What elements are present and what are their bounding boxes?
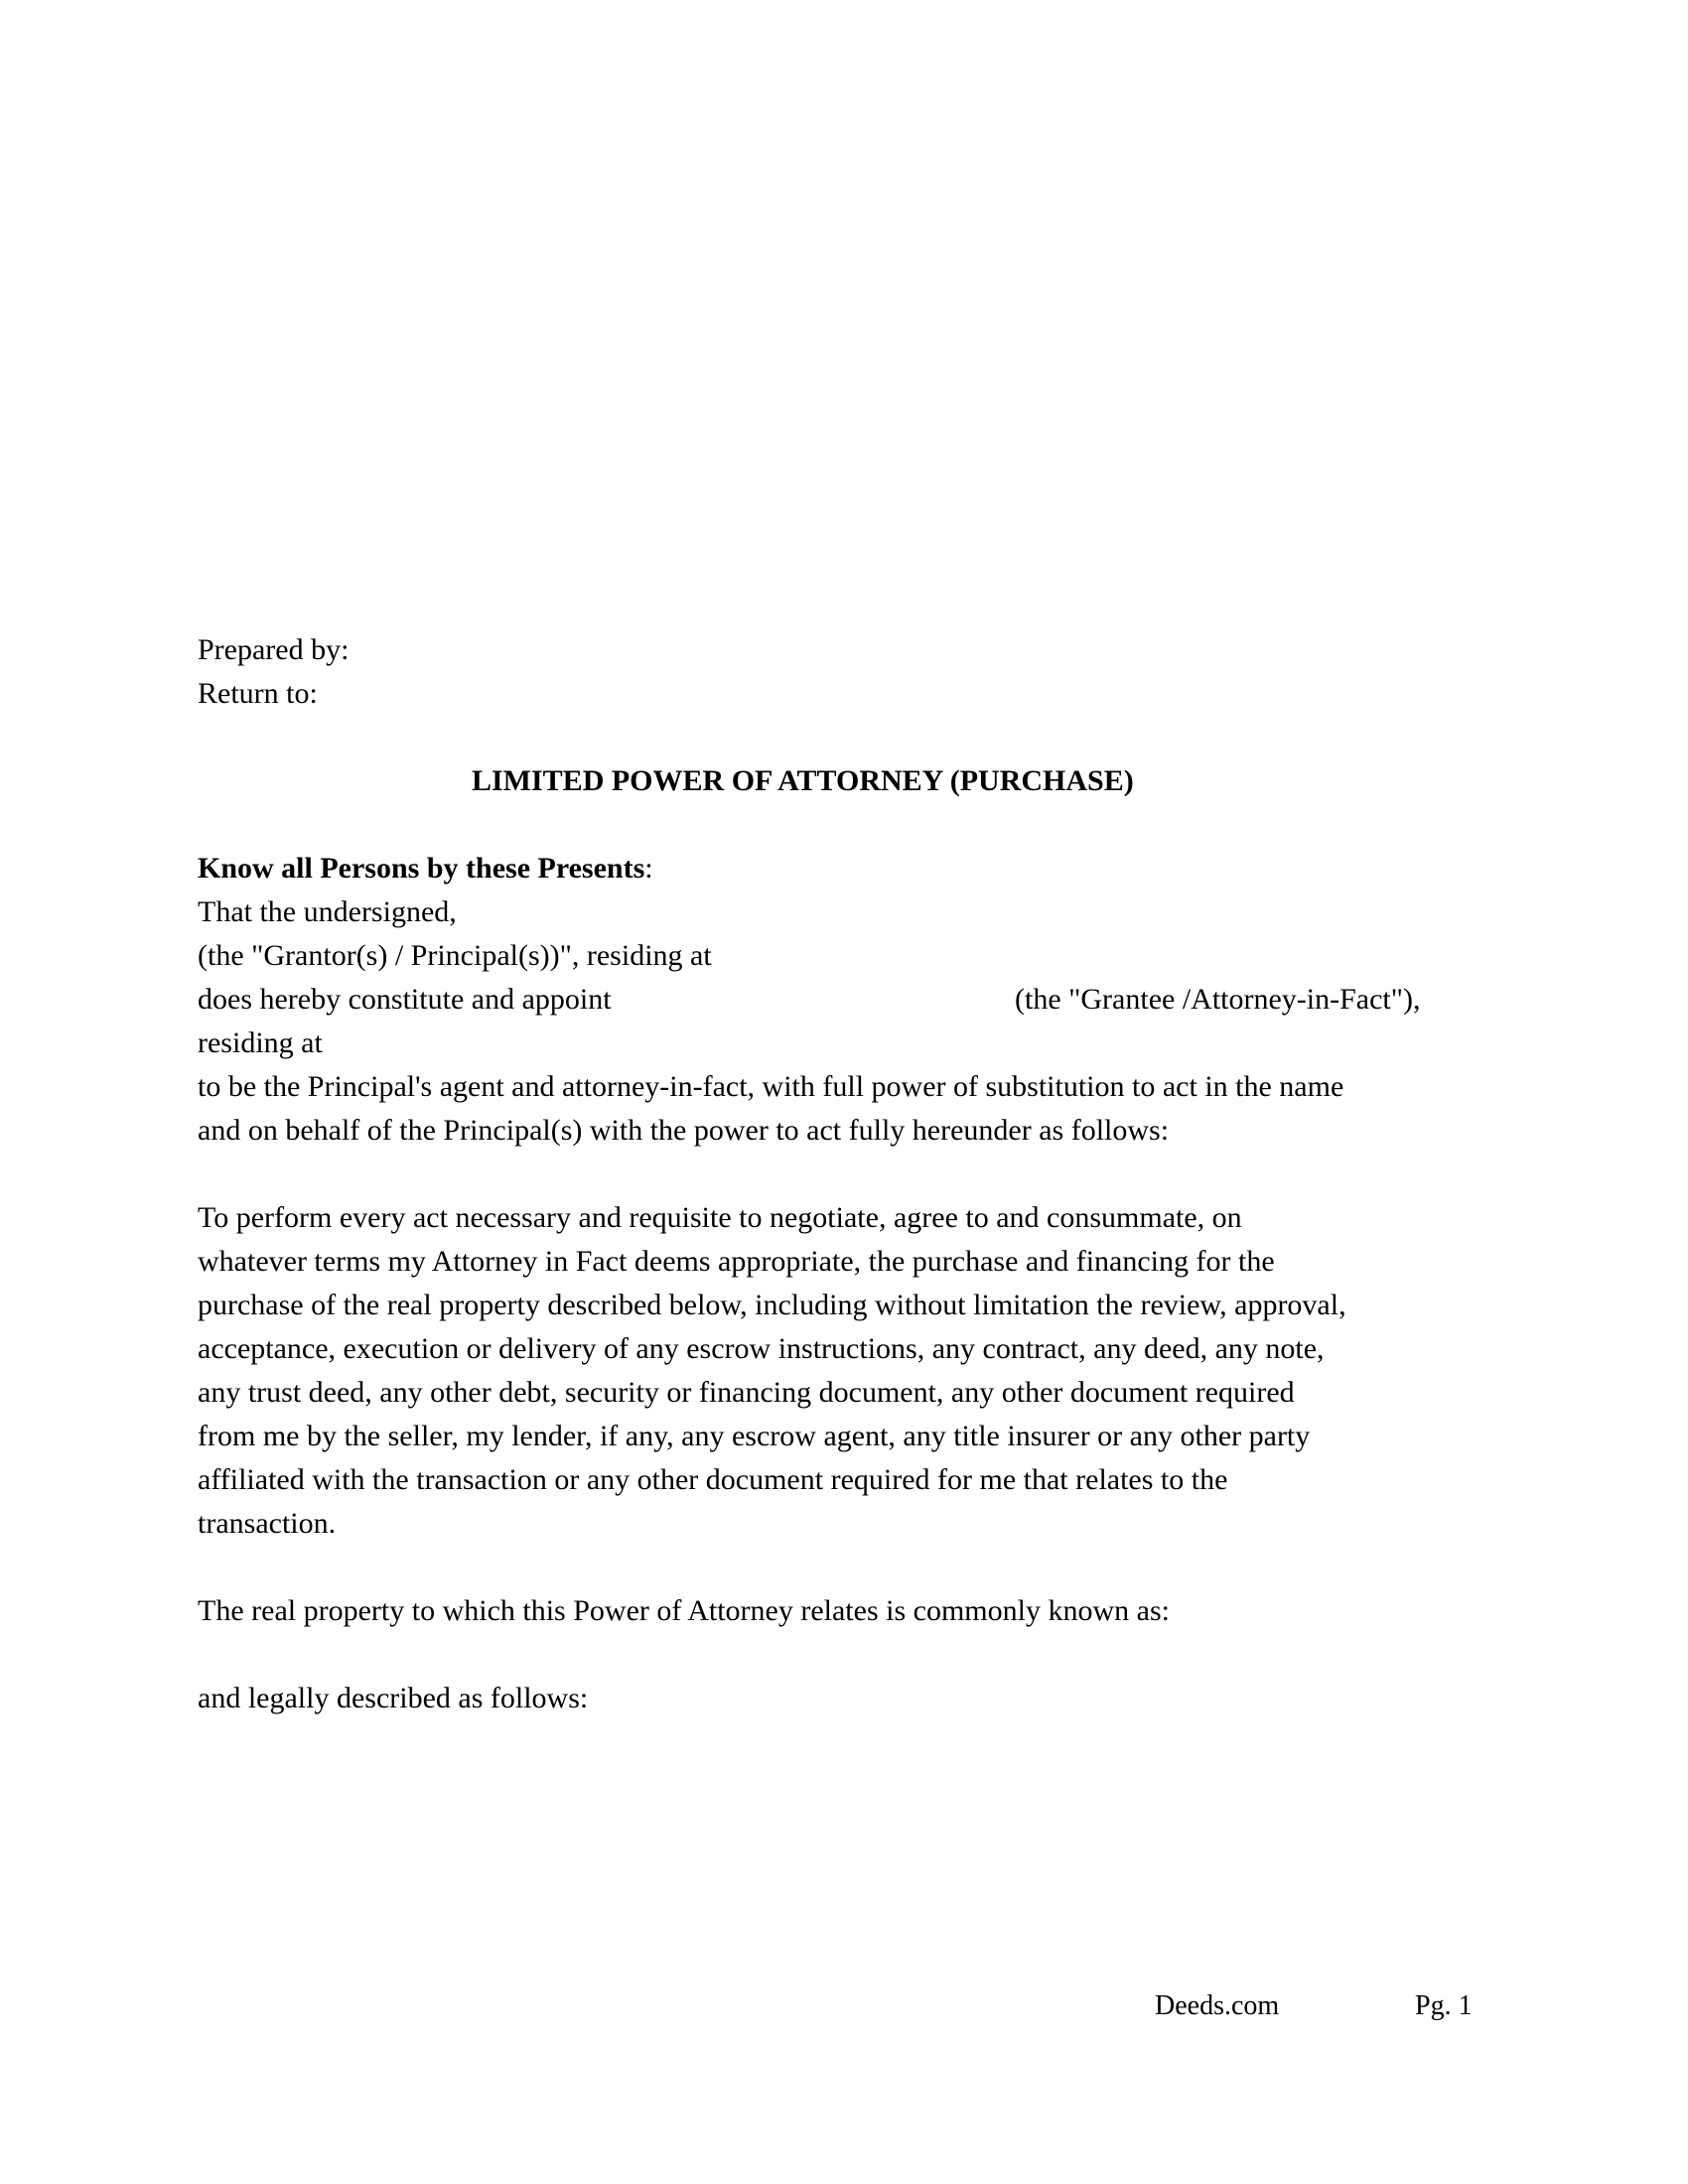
grantee-label: (the "Grantee /Attorney-in-Fact"),: [1015, 983, 1421, 1016]
powers-line-1: To perform every act necessary and requisite to negotiate, agree to and consummate, on: [198, 1201, 1242, 1234]
powers-line-5: any trust deed, any other debt, security or financing document, any other document required: [198, 1376, 1295, 1409]
footer-site: Deeds.com: [1155, 1990, 1280, 2021]
residing-at-line: residing at: [198, 1026, 323, 1059]
footer-page-number: Pg. 1: [1415, 1990, 1473, 2021]
commonly-known-line: The real property to which this Power of Attorney relates is commonly known as:: [198, 1594, 1170, 1627]
grantor-line: (the "Grantor(s) / Principal(s))", residing at: [198, 939, 712, 972]
appoint-line: does hereby constitute and appoint: [198, 983, 612, 1016]
know-all-colon: :: [644, 852, 653, 885]
powers-line-4: acceptance, execution or delivery of any escrow instructions, any contract, any deed, any note,: [198, 1332, 1325, 1365]
legally-described-line: and legally described as follows:: [198, 1682, 589, 1714]
undersigned-line: That the undersigned,: [198, 895, 457, 928]
agent-line-2: and on behalf of the Principal(s) with the power to act fully hereunder as follows:: [198, 1114, 1170, 1147]
powers-line-7: affiliated with the transaction or any other document required for me that relates to the: [198, 1463, 1228, 1496]
know-all-text: Know all Persons by these Presents: [198, 852, 645, 885]
document-title: LIMITED POWER OF ATTORNEY (PURCHASE): [472, 764, 1134, 797]
return-to-label: Return to:: [198, 677, 318, 710]
powers-line-3: purchase of the real property described below, including without limitation the review, approval,: [198, 1289, 1346, 1321]
powers-line-2: whatever terms my Attorney in Fact deems appropriate, the purchase and financing for the: [198, 1245, 1275, 1278]
prepared-by-label: Prepared by:: [198, 633, 350, 666]
powers-line-6: from me by the seller, my lender, if any, any escrow agent, any title insurer or any other party: [198, 1420, 1311, 1452]
agent-line-1: to be the Principal's agent and attorney-in-fact, with full power of substitution to act in the name: [198, 1070, 1344, 1103]
know-all-heading: [198, 854, 653, 884]
powers-line-8: transaction.: [198, 1507, 337, 1540]
